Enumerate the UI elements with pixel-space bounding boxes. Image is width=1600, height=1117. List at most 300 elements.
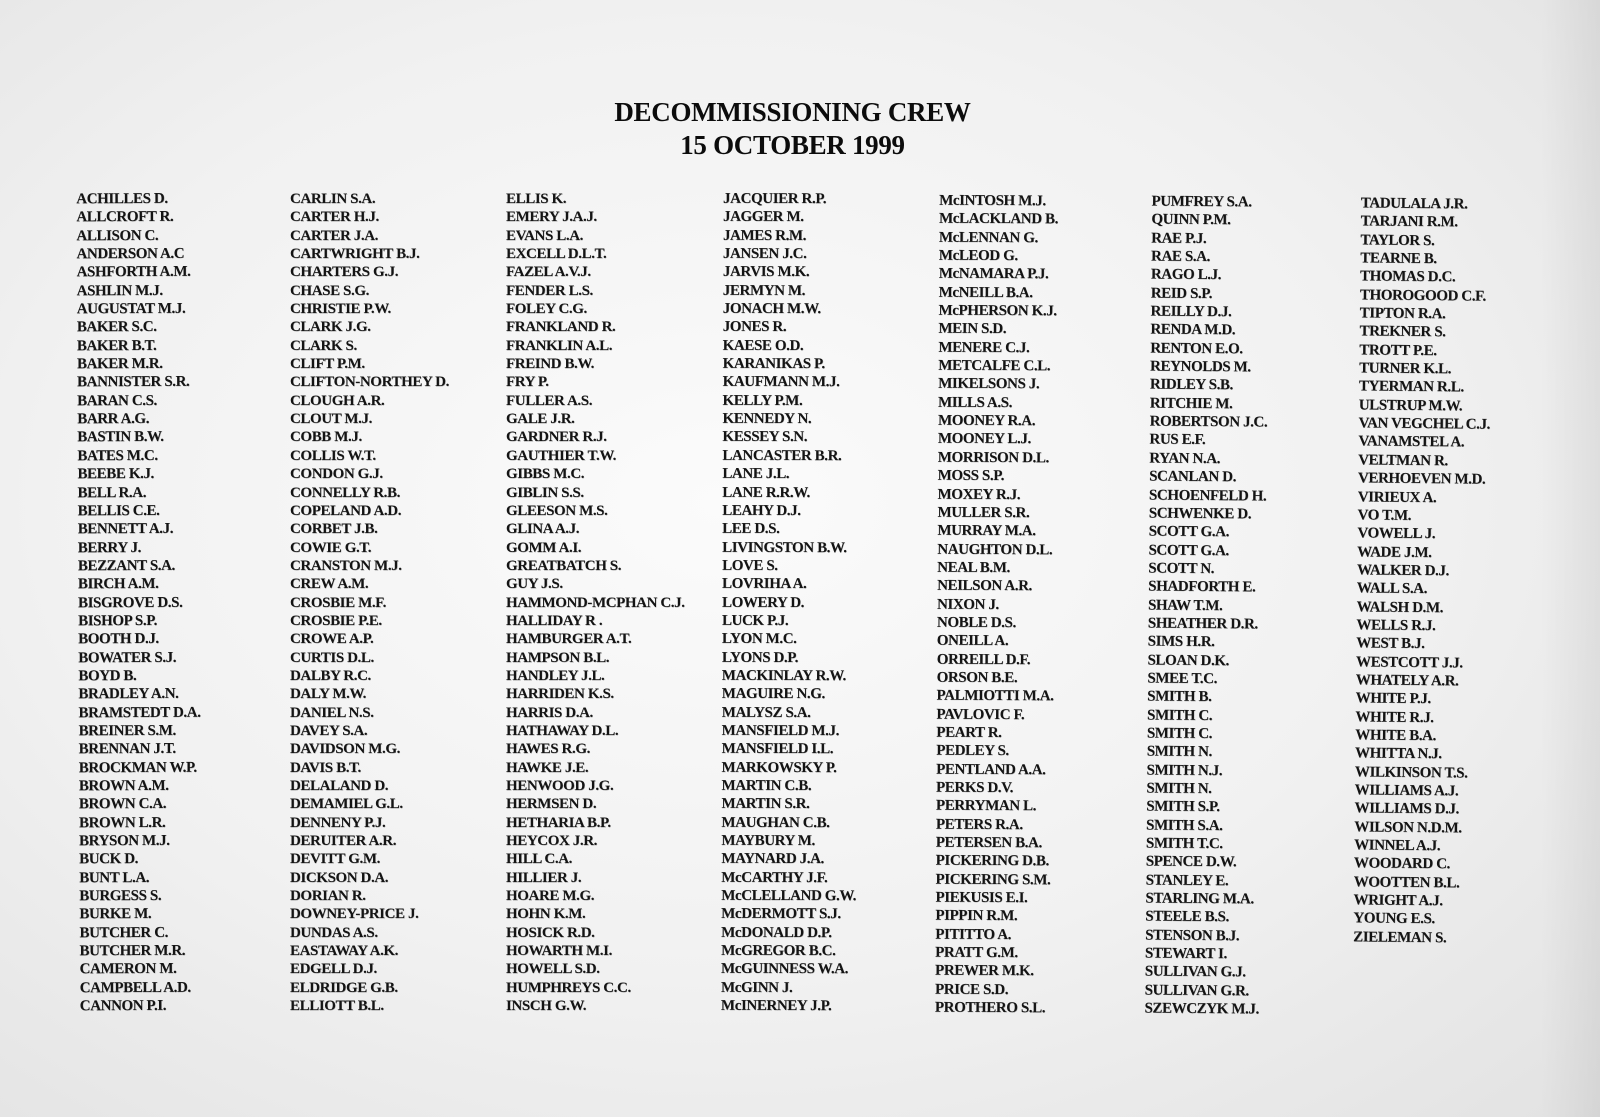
- crew-name: MAGUIRE N.G.: [721, 686, 825, 703]
- crew-name: McGINN J.: [720, 979, 793, 996]
- crew-name: KESSEY S.N.: [722, 429, 808, 446]
- crew-name: REYNOLDS M.: [1150, 358, 1251, 376]
- crew-name: WHATELY A.R.: [1355, 672, 1459, 690]
- crew-name: McGUINNESS W.A.: [721, 961, 849, 978]
- crew-name: ORSON B.E.: [936, 669, 1018, 687]
- crew-name: SCHOENFELD H.: [1148, 486, 1267, 505]
- crew-name: RYAN N.A.: [1149, 450, 1221, 467]
- crew-name: DICKSON D.A.: [290, 869, 389, 886]
- crew-name: STENSON B.J.: [1145, 927, 1240, 945]
- crew-name: WHITE B.A.: [1355, 727, 1436, 745]
- crew-name: RAE S.A.: [1150, 248, 1211, 266]
- crew-name: VAN VEGCHEL C.J.: [1358, 415, 1491, 433]
- crew-name: COPELAND A.D.: [290, 502, 402, 519]
- crew-name: FRY P.: [506, 374, 549, 391]
- crew-name: EDGELL D.J.: [290, 961, 377, 978]
- crew-name: COBB M.J.: [290, 429, 362, 446]
- crew-name: BIRCH A.M.: [77, 576, 159, 593]
- crew-name: SULLIVAN G.R.: [1144, 982, 1249, 1000]
- crew-name: MULLER S.R.: [937, 504, 1030, 522]
- crew-name: LOWERY D.: [721, 594, 805, 611]
- crew-name: REID S.P.: [1150, 285, 1213, 302]
- title-line-1: DECOMMISSIONING CREW: [614, 97, 971, 127]
- crew-name: KELLY P.M.: [722, 392, 803, 409]
- crew-name: CRANSTON M.J.: [290, 557, 402, 574]
- crew-name: GARDNER R.J.: [506, 429, 607, 446]
- crew-name: SMITH N.: [1146, 743, 1212, 761]
- crew-name: CROSBIE M.F.: [290, 594, 386, 611]
- crew-name: LOVE S.: [722, 557, 778, 574]
- crew-name: LIVINGSTON B.W.: [722, 539, 847, 556]
- crew-name: PENTLAND A.A.: [936, 761, 1046, 778]
- crew-name: BARAN C.S.: [77, 392, 157, 410]
- crew-name: PETERS R.A.: [935, 816, 1023, 833]
- crew-name: SHAW T.M.: [1147, 597, 1223, 614]
- name-column-6: [1144, 193, 1269, 1019]
- crew-name: CAMPBELL A.D.: [79, 979, 191, 997]
- crew-name: HUMPHREYS C.C.: [506, 979, 631, 996]
- plaque-title: [0, 96, 1600, 162]
- crew-name: STARLING M.A.: [1145, 890, 1254, 908]
- crew-name: GLINA A.J.: [506, 521, 580, 538]
- crew-name: STEELE B.S.: [1145, 908, 1229, 926]
- crew-name: SMITH S.P.: [1146, 798, 1220, 816]
- crew-name: TROTT P.E.: [1359, 342, 1437, 359]
- crew-name: HOARE M.G.: [506, 888, 595, 905]
- name-column-3: [506, 190, 685, 1015]
- crew-name: MARTIN S.R.: [721, 796, 810, 813]
- crew-name: McNAMARA P.J.: [938, 266, 1049, 283]
- crew-name: BOWATER S.J.: [78, 649, 177, 666]
- crew-name: SHEATHER D.R.: [1147, 615, 1258, 633]
- crew-name: MAUGHAN C.B.: [721, 814, 830, 831]
- crew-name: JONES R.: [722, 319, 787, 336]
- crew-name: HAWKE J.E.: [506, 759, 589, 776]
- crew-name: TARJANI R.M.: [1360, 213, 1458, 231]
- crew-name: PITITTO A.: [935, 926, 1012, 943]
- crew-name: VERHOEVEN M.D.: [1357, 470, 1486, 488]
- name-column-4: [721, 190, 858, 1016]
- crew-name: MANSFIELD I.L.: [721, 741, 834, 758]
- crew-name: LEAHY D.J.: [722, 502, 801, 519]
- crew-name: SCHWENKE D.: [1148, 505, 1252, 523]
- crew-name: HAMMOND-MCPHAN C.J.: [506, 594, 685, 611]
- crew-name: MORRISON D.L.: [937, 449, 1049, 467]
- crew-name: WEST B.J.: [1356, 635, 1425, 653]
- crew-name: LANE R.R.W.: [722, 484, 810, 501]
- crew-name: McINERNEY J.P.: [720, 997, 832, 1015]
- crew-name: PETERSEN B.A.: [935, 834, 1042, 852]
- crew-name: CROWE A.P.: [290, 631, 374, 648]
- crew-name: MENERE C.J.: [938, 339, 1030, 356]
- crew-name: FRANKLAND R.: [506, 319, 616, 336]
- crew-name: SCANLAN D.: [1149, 468, 1237, 486]
- crew-name: BARR A.G.: [77, 411, 150, 428]
- crew-name: NEAL B.M.: [937, 559, 1010, 576]
- crew-name: DALBY R.C.: [290, 667, 371, 684]
- crew-name: CREW A.M.: [290, 576, 369, 593]
- crew-name: WINNEL A.J.: [1354, 837, 1441, 855]
- crew-name: ELLIOTT B.L.: [290, 998, 384, 1015]
- crew-name: NOBLE D.S.: [936, 614, 1016, 632]
- crew-name: MEIN S.D.: [938, 321, 1007, 338]
- crew-name: WHITTA N.J.: [1355, 745, 1442, 763]
- crew-name: EASTAWAY A.K.: [290, 943, 399, 960]
- crew-name: ALLCROFT R.: [76, 209, 174, 226]
- crew-name: WESTCOTT J.J.: [1355, 653, 1463, 672]
- crew-name: McCARTHY J.F.: [721, 869, 828, 886]
- crew-name: HAWES R.G.: [506, 741, 590, 758]
- crew-name: GIBBS M.C.: [506, 466, 585, 483]
- crew-name: ZIELEMAN S.: [1353, 929, 1447, 947]
- crew-name: SCOTT N.: [1148, 560, 1215, 577]
- crew-name: DAVEY S.A.: [290, 722, 368, 739]
- crew-name: VELTMAN R.: [1358, 452, 1448, 470]
- crew-name: MAYBURY M.: [721, 832, 815, 850]
- crew-name: VOWELL J.: [1357, 525, 1436, 543]
- crew-name: ELLIS K.: [506, 191, 567, 207]
- crew-name: EXCELL D.L.T.: [506, 246, 607, 263]
- crew-name: LUCK P.J.: [721, 612, 789, 629]
- crew-name: McLACKLAND B.: [938, 211, 1059, 228]
- crew-name: QUINN P.M.: [1151, 211, 1231, 229]
- crew-name: PICKERING S.M.: [935, 871, 1051, 889]
- crew-name: RENTON E.O.: [1150, 340, 1243, 358]
- crew-name: SIMS H.R.: [1147, 633, 1215, 651]
- crew-name: MANSFIELD M.J.: [721, 722, 840, 740]
- page-edge-shadow: [1540, 0, 1600, 1117]
- crew-name: BUTCHER C.: [79, 924, 168, 942]
- crew-name: BUCK D.: [79, 851, 139, 868]
- crew-name: RENDA M.D.: [1150, 321, 1236, 339]
- crew-name: BAKER M.R.: [76, 355, 163, 373]
- crew-name: CLARK S.: [290, 337, 357, 354]
- crew-name: CURTIS D.L.: [290, 649, 374, 666]
- crew-name: PIPPIN R.M.: [935, 908, 1018, 925]
- crew-name: THOROGOOD C.F.: [1359, 287, 1486, 305]
- crew-name: SCOTT G.A.: [1148, 523, 1230, 541]
- crew-name: METCALFE C.L.: [938, 357, 1051, 375]
- crew-name: CARTWRIGHT B.J.: [290, 246, 420, 263]
- crew-name: FAZEL A.V.J.: [506, 264, 591, 281]
- crew-name: WRIGHT A.J.: [1353, 892, 1443, 910]
- crew-name: MOONEY L.J.: [937, 431, 1031, 448]
- crew-name: FENDER L.S.: [506, 282, 593, 299]
- crew-name: CLIFT P.M.: [290, 356, 365, 373]
- crew-name: VANAMSTEL A.: [1358, 433, 1465, 451]
- crew-name: KENNEDY N.: [722, 410, 812, 428]
- crew-name: GUY J.S.: [506, 576, 563, 593]
- crew-name: BRAMSTEDT D.A.: [78, 704, 201, 721]
- crew-name: BEZZANT S.A.: [77, 557, 175, 575]
- crew-name: LANCASTER B.R.: [722, 447, 842, 464]
- crew-name: FOLEY C.G.: [506, 301, 587, 318]
- crew-name: LANE J.L.: [722, 465, 790, 483]
- crew-name: McPHERSON K.J.: [938, 302, 1057, 320]
- crew-name: CANNON P.I.: [79, 998, 167, 1015]
- crew-name: CORBET J.B.: [290, 521, 378, 538]
- crew-name: HALLIDAY R .: [506, 612, 603, 629]
- crew-name: JARVIS M.K.: [722, 264, 810, 281]
- crew-name: CLIFTON-NORTHEY D.: [290, 374, 449, 391]
- crew-name: DEMAMIEL G.L.: [290, 796, 403, 813]
- crew-name: DANIEL N.S.: [290, 704, 374, 721]
- crew-name: HARRIDEN K.S.: [506, 686, 614, 703]
- title-line-2: 15 OCTOBER 1999: [680, 130, 905, 160]
- name-column-5: [935, 192, 1058, 1018]
- crew-name: WILLIAMS A.J.: [1354, 782, 1459, 800]
- crew-name: SZEWCZYK M.J.: [1144, 1000, 1259, 1018]
- crew-name: CARTER J.A.: [290, 227, 378, 244]
- crew-name: EVANS L.A.: [506, 227, 583, 244]
- crew-name: CLOUGH A.R.: [290, 392, 385, 409]
- crew-name: WADE J.M.: [1357, 543, 1432, 561]
- crew-name: MOXEY R.J.: [937, 486, 1021, 503]
- crew-name: RITCHIE M.: [1149, 395, 1233, 412]
- crew-name: DEVITT G.M.: [290, 851, 380, 868]
- crew-name: MACKINLAY R.W.: [721, 667, 846, 685]
- crew-name: SMEE T.C.: [1147, 670, 1218, 688]
- crew-name: BROCKMAN W.P.: [78, 759, 197, 776]
- crew-name: HERMSEN D.: [506, 796, 597, 813]
- crew-name: SMITH S.A.: [1146, 817, 1223, 834]
- crew-name: DAVIS B.T.: [290, 759, 361, 776]
- crew-name: HARRIS D.A.: [506, 704, 593, 721]
- crew-name: PRICE S.D.: [934, 981, 1009, 998]
- crew-name: PERKS D.V.: [935, 779, 1014, 797]
- crew-name: BENNETT A.J.: [77, 521, 174, 538]
- crew-name: PUMFREY S.A.: [1151, 193, 1252, 211]
- crew-name: MARKOWSKY P.: [721, 759, 837, 776]
- crew-name: BASTIN B.W.: [77, 429, 164, 446]
- crew-name: NAUGHTON D.L.: [937, 541, 1053, 558]
- crew-name: BRENNAN J.T.: [78, 741, 176, 758]
- crew-name: AUGUSTAT M.J.: [76, 300, 186, 318]
- crew-name: DENNENY P.J.: [290, 814, 386, 831]
- crew-name: WOOTTEN B.L.: [1353, 874, 1460, 892]
- crew-name: HILL C.A.: [506, 851, 573, 868]
- crew-name: FULLER A.S.: [506, 392, 593, 409]
- crew-name: RAGO L.J.: [1150, 266, 1222, 284]
- crew-name: COWIE G.T.: [290, 539, 372, 556]
- crew-name: BREINER S.M.: [78, 722, 176, 740]
- crew-name: TEARNE B.: [1360, 250, 1437, 268]
- crew-name: JAMES R.M.: [722, 227, 807, 244]
- crew-name: PIEKUSIS E.I.: [935, 889, 1028, 907]
- crew-name: ASHLIN M.J.: [76, 282, 163, 299]
- crew-name: DELALAND D.: [290, 778, 389, 794]
- crew-name: JONACH M.W.: [722, 300, 821, 318]
- crew-name: RUS E.F.: [1149, 431, 1206, 449]
- crew-name: ELDRIDGE G.B.: [290, 979, 398, 996]
- crew-name: McNEILL B.A.: [938, 284, 1033, 301]
- crew-name: MARTIN C.B.: [721, 777, 812, 795]
- crew-name: LYONS D.P.: [721, 649, 799, 666]
- crew-name: FRANKLIN A.L.: [506, 337, 613, 354]
- crew-name: HOHN K.M.: [506, 906, 586, 923]
- crew-name: CARTER H.J.: [290, 209, 379, 226]
- crew-name: BELL R.A.: [77, 484, 147, 501]
- crew-name: PEDLEY S.: [936, 742, 1009, 760]
- crew-name: CONDON G.J.: [290, 466, 383, 483]
- crew-name: McDERMOTT S.J.: [721, 906, 841, 923]
- crew-name: NIXON J.: [936, 596, 999, 613]
- crew-name: PERRYMAN L.: [935, 798, 1037, 815]
- crew-name: STEWART I.: [1144, 945, 1227, 963]
- crew-name: PROTHERO S.L.: [934, 999, 1046, 1017]
- crew-name: MIKELSONS J.: [938, 376, 1040, 393]
- crew-name: DOWNEY-PRICE J.: [290, 906, 419, 923]
- crew-name: HEYCOX J.R.: [506, 833, 598, 850]
- crew-name: RAE P.J.: [1151, 230, 1207, 247]
- crew-name: BURGESS S.: [79, 887, 162, 905]
- crew-name: PAVLOVIC F.: [936, 706, 1025, 723]
- crew-name: GOMM A.I.: [506, 539, 582, 556]
- crew-name: MOONEY R.A.: [937, 412, 1036, 430]
- crew-name: McLEOD G.: [938, 247, 1018, 265]
- crew-name: DALY M.W.: [290, 686, 366, 703]
- crew-name: SMITH N.: [1146, 780, 1212, 798]
- crew-name: FREIND B.W.: [506, 356, 594, 373]
- crew-name: TAYLOR S.: [1360, 232, 1435, 249]
- crew-name: RIDLEY S.B.: [1149, 376, 1233, 394]
- crew-name: TYERMAN R.L.: [1358, 378, 1464, 396]
- crew-name: KAESE O.D.: [722, 337, 804, 354]
- crew-name: JAGGER M.: [722, 209, 804, 226]
- crew-name: BOOTH D.J.: [78, 631, 159, 648]
- crew-name: VIRIEUX A.: [1357, 488, 1437, 506]
- crew-name: ASHFORTH A.M.: [76, 264, 191, 281]
- name-column-2: [290, 190, 449, 1015]
- crew-name: SMITH N.J.: [1146, 762, 1223, 779]
- crew-name: MILLS A.S.: [938, 394, 1013, 411]
- crew-name: PREWER M.K.: [935, 963, 1034, 980]
- crew-name: CLARK J.G.: [290, 319, 371, 336]
- crew-name: GREATBATCH S.: [506, 557, 622, 574]
- crew-name: BISHOP S.P.: [78, 612, 157, 630]
- crew-name: CAMERON M.: [79, 961, 177, 978]
- crew-name: GIBLIN S.S.: [506, 484, 584, 501]
- crew-name: BAKER S.C.: [76, 319, 157, 336]
- crew-name: McCLELLAND G.W.: [721, 887, 856, 905]
- crew-name: McGREGOR B.C.: [721, 942, 836, 960]
- crew-name: SMITH C.: [1146, 725, 1213, 743]
- crew-name: WHITE R.J.: [1355, 708, 1434, 726]
- crew-name: KAUFMANN M.J.: [722, 374, 840, 391]
- crew-name: GALE J.R.: [506, 411, 575, 428]
- crew-name: WALL S.A.: [1356, 580, 1428, 598]
- crew-name: STANLEY E.: [1145, 872, 1229, 889]
- crew-name: McDONALD D.P.: [721, 924, 832, 941]
- crew-name: HOSICK R.D.: [506, 924, 595, 941]
- crew-name: CHASE S.G.: [290, 282, 369, 299]
- crew-name: SHADFORTH E.: [1148, 578, 1256, 596]
- crew-name: MALYSZ S.A.: [721, 704, 811, 721]
- crew-name: CLOUT M.J.: [290, 411, 372, 428]
- crew-name: GLEESON M.S.: [506, 502, 608, 519]
- crew-name: WALKER D.J.: [1356, 562, 1449, 580]
- crew-name: REILLY D.J.: [1150, 303, 1232, 321]
- crew-name: ALLISON C.: [76, 227, 159, 244]
- crew-name: GAUTHIER T.W.: [506, 447, 616, 464]
- crew-name: PEART R.: [936, 724, 1002, 741]
- crew-name: DUNDAS A.S.: [290, 924, 378, 941]
- crew-name: BRYSON M.J.: [79, 832, 170, 850]
- crew-name: LOVRIHA A.: [722, 576, 807, 593]
- crew-name: INSCH G.W.: [506, 998, 587, 1015]
- crew-name: CHARTERS G.J.: [290, 264, 399, 281]
- crew-name: SMITH T.C.: [1145, 835, 1223, 853]
- crew-name: WELLS R.J.: [1356, 617, 1436, 635]
- crew-name: NEILSON A.R.: [937, 577, 1032, 595]
- crew-name: BISGROVE D.S.: [77, 594, 183, 611]
- crew-name: TURNER K.L.: [1359, 360, 1452, 378]
- crew-name: BUTCHER M.R.: [79, 942, 186, 960]
- crew-name: WILLIAMS D.J.: [1354, 800, 1459, 818]
- crew-name: BELLIS C.E.: [77, 502, 160, 520]
- name-column-1: [76, 190, 202, 1016]
- crew-name: CONNELLY R.B.: [290, 484, 400, 501]
- crew-name: EMERY J.A.J.: [506, 209, 597, 226]
- crew-name: HOWARTH M.I.: [506, 943, 612, 960]
- crew-name: COLLIS W.T.: [290, 447, 376, 464]
- crew-name: PRATT G.M.: [935, 944, 1018, 962]
- crew-name: SULLIVAN G.J.: [1144, 963, 1246, 981]
- crew-name: JANSEN J.C.: [722, 245, 807, 263]
- crew-name: ULSTRUP M.W.: [1358, 397, 1463, 415]
- crew-name: LYON M.C.: [721, 631, 797, 648]
- crew-name: ANDERSON A.C: [76, 245, 185, 263]
- name-column-7: [1353, 194, 1492, 947]
- crew-name: DORIAN R.: [290, 888, 366, 905]
- crew-name: McINTOSH M.J.: [939, 192, 1046, 210]
- crew-name: BUNT L.A.: [79, 869, 150, 886]
- crew-name: HILLIER J.: [506, 869, 582, 886]
- crew-name: CHRISTIE P.W.: [290, 301, 391, 318]
- crew-name: SMITH C.: [1146, 707, 1213, 724]
- crew-name: SCOTT G.A.: [1148, 542, 1229, 559]
- crew-name: MOSS S.P.: [937, 467, 1005, 485]
- crew-name: YOUNG E.S.: [1353, 910, 1435, 928]
- crew-name: BANNISTER S.R.: [77, 374, 190, 391]
- crew-name: SMITH B.: [1147, 688, 1212, 706]
- crew-name: TADULALA J.R.: [1360, 195, 1468, 213]
- crew-name: BERRY J.: [77, 539, 142, 556]
- crew-name: HAMBURGER A.T.: [506, 631, 632, 648]
- crew-name: WILKINSON T.S.: [1354, 763, 1468, 782]
- crew-name: ROBERTSON J.C.: [1149, 413, 1268, 431]
- crew-name: PALMIOTTI M.A.: [936, 687, 1054, 705]
- crew-name: BROWN C.A.: [78, 796, 167, 813]
- crew-name: SPENCE D.W.: [1145, 853, 1237, 871]
- crew-name: BURKE M.: [79, 906, 152, 923]
- crew-name: DERUITER A.R.: [290, 833, 397, 850]
- crew-name: HOWELL S.D.: [506, 961, 600, 978]
- crew-name: MAYNARD J.A.: [721, 851, 824, 868]
- crew-name: CARLIN S.A.: [290, 191, 376, 207]
- crew-name: PICKERING D.B.: [935, 853, 1049, 870]
- crew-name: ACHILLES D.: [76, 190, 168, 208]
- crew-name: TREKNER S.: [1359, 323, 1446, 341]
- crew-name: HAMPSON B.L.: [506, 649, 610, 666]
- crew-name: WILSON N.D.M.: [1354, 818, 1462, 837]
- crew-name: SLOAN D.K.: [1147, 652, 1230, 669]
- crew-name: THOMAS D.C.: [1359, 268, 1456, 286]
- crew-name: WHITE P.J.: [1355, 690, 1431, 708]
- crew-name: JACQUIER R.P.: [723, 190, 827, 208]
- crew-name: BOYD B.: [78, 667, 137, 685]
- crew-name: ORREILL D.F.: [936, 651, 1031, 668]
